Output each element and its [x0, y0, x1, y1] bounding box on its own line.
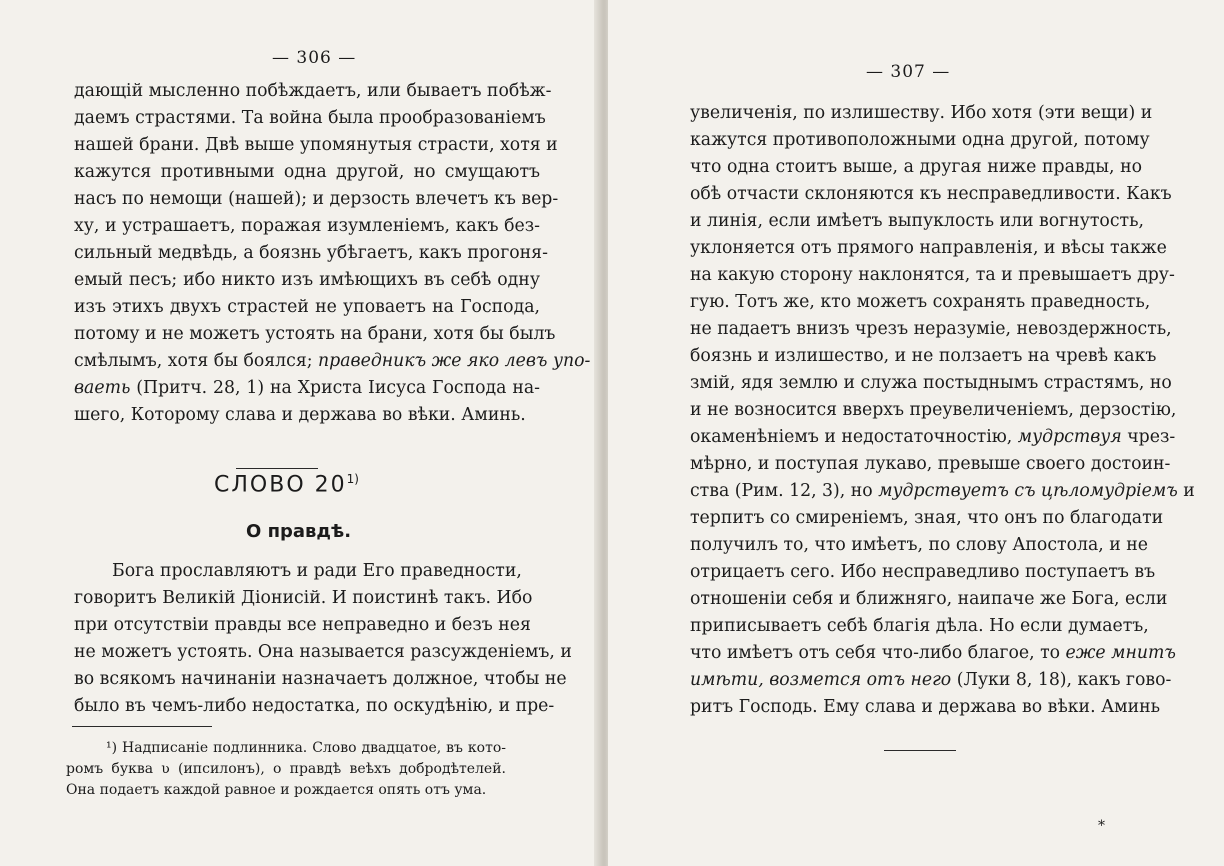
text-line: обѣ отчасти склоняются къ несправедливости. Какъ	[690, 184, 1172, 204]
text-line: змій, ядя землю и служа постыднымъ страстямъ, но	[690, 373, 1172, 393]
text-line: боязнь и излишество, и не ползаетъ на чревѣ какъ	[690, 346, 1157, 366]
text-span: ства (Рим. 12, 3), но	[690, 481, 879, 501]
text-line: приписываетъ себѣ благія дѣла. Но если думаетъ,	[690, 616, 1149, 636]
text-line: увеличенія, по излишеству. Ибо хотя (эти вещи) и	[690, 103, 1153, 123]
text-line: отрицаетъ сего. Ибо несправедливо поступаетъ въ	[690, 562, 1156, 582]
text-span: смѣлымъ, хотя бы боялся;	[74, 351, 319, 371]
footnote-line: ¹) Надписаніе подлинника. Слово двадцатое, въ кото-	[106, 740, 506, 756]
text-line: нашей брани. Двѣ выше упомянутыя страсти, хотя и	[74, 135, 558, 155]
text-line: изъ этихъ двухъ страстей не уповаетъ на Господа,	[74, 297, 540, 317]
section-divider	[236, 468, 318, 469]
text-line-with-quote	[690, 667, 1172, 694]
text-line: отношеніи себя и ближняго, наипаче же Бога, если	[690, 589, 1168, 609]
text-line: терпитъ со смиреніемъ, зная, что онъ по благодати	[690, 508, 1164, 528]
text-line: шего, Которому слава и держава во вѣки. Аминь.	[74, 405, 526, 425]
text-span: и	[1177, 481, 1195, 501]
text-line: гую. Тотъ же, кто можетъ сохранять праведность,	[690, 292, 1151, 312]
text-line-with-quote	[74, 375, 540, 402]
text-block-body	[74, 558, 572, 720]
scripture-quote: ваеть	[74, 378, 131, 398]
signature-mark: *	[1098, 818, 1105, 834]
text-line: на какую сторону наклонятся, та и превышаетъ дру-	[690, 265, 1175, 285]
text-line: говоритъ Великій Діонисій. И поистинѣ такъ. Ибо	[74, 588, 533, 608]
text-line: и линія, если имѣетъ выпуклость или вогнутость,	[690, 211, 1144, 231]
text-line-with-quote	[74, 348, 591, 375]
text-line: получилъ то, что имѣетъ, по слову Апостола, и не	[690, 535, 1149, 555]
scripture-quote: имѣти, возмется отъ него	[690, 670, 952, 690]
text-line: емый песъ; ибо никто изъ имѣющихъ въ себѣ одну	[74, 270, 540, 290]
page-number: — 306 —	[272, 48, 357, 68]
footnote-marker: 1)	[346, 472, 359, 486]
text-line: было въ чемъ-либо недостатка, по оскудѣнію, и пре-	[74, 696, 555, 716]
footnote-rule	[72, 726, 212, 727]
sermon-title	[214, 472, 394, 497]
text-span: чрез-	[1121, 427, 1176, 447]
footnote-line: Она подаетъ каждой равное и рождается опять отъ ума.	[66, 782, 487, 798]
text-line: не можетъ устоять. Она называется разсужденіемъ, и	[74, 642, 572, 662]
page-number: — 307 —	[866, 62, 951, 82]
text-line: сильный медвѣдь, а боязнь убѣгаетъ, какъ прогоня-	[74, 243, 548, 263]
left-page	[0, 0, 600, 866]
text-line: ху, и устрашаетъ, поражая изумленіемъ, какъ без-	[74, 216, 540, 236]
text-line: не падаетъ внизъ чрезъ неразуміе, невоздержность,	[690, 319, 1172, 339]
scripture-quote: мудрствуетъ съ цѣломудріемъ	[878, 481, 1178, 501]
scripture-quote: еже мнитъ	[1065, 643, 1176, 663]
text-line: дающій мысленно побѣждаетъ, или бываетъ побѣж-	[74, 81, 552, 101]
text-line: во всякомъ начинаніи назначаетъ должное, чтобы не	[74, 669, 567, 689]
text-line-with-quote	[690, 478, 1195, 505]
text-line-with-quote	[690, 640, 1176, 667]
text-line: Бога прославляютъ и ради Его праведности,	[112, 561, 522, 581]
text-line: что одна стоитъ выше, а другая ниже правды, но	[690, 157, 1142, 177]
scripture-quote: мудрствуя	[1017, 427, 1122, 447]
text-line: даемъ страстями. Та война была прообразованіемъ	[74, 108, 546, 128]
text-line: мѣрно, и поступая лукаво, превыше своего достоин-	[690, 454, 1171, 474]
text-block-top	[74, 78, 591, 429]
text-span: окаменѣніемъ и недостаточностію,	[690, 427, 1018, 447]
scripture-quote: праведникъ же яко левъ упо-	[318, 351, 591, 371]
sermon-subtitle: О правдѣ.	[246, 521, 352, 542]
text-line-with-quote	[690, 424, 1176, 451]
section-divider	[884, 750, 956, 751]
text-block	[690, 100, 1195, 721]
text-line: кажутся противоположными одна другой, потому	[690, 130, 1150, 150]
text-line: потому и не можетъ устоять на брани, хотя бы былъ	[74, 324, 556, 344]
text-line: и не возносится вверхъ преувеличеніемъ, дерзостію,	[690, 400, 1177, 420]
footnote-line: ромъ буква ʋ (ипсилонъ), о правдѣ веѣхъ добродѣтелей.	[66, 761, 506, 777]
text-line: ритъ Господь. Ему слава и держава во вѣки. Аминь	[690, 697, 1161, 717]
text-span: что имѣетъ отъ себя что-либо благое, то	[690, 643, 1066, 663]
text-span: (Притч. 28, 1) на Христа Іисуса Господа на-	[130, 378, 540, 398]
text-line: уклоняется отъ прямого направленія, и вѣсы также	[690, 238, 1167, 258]
text-line: кажутся противными одна другой, но смущаютъ	[74, 162, 540, 182]
text-line: насъ по немощи (нашей); и дерзость влечетъ къ вер-	[74, 189, 559, 209]
text-span: (Луки 8, 18), какъ гово-	[951, 670, 1172, 690]
text-line: при отсутствіи правды все неправедно и безъ нея	[74, 615, 531, 635]
sermon-title-text: СЛОВО 20	[214, 472, 347, 498]
footnote	[66, 738, 506, 801]
